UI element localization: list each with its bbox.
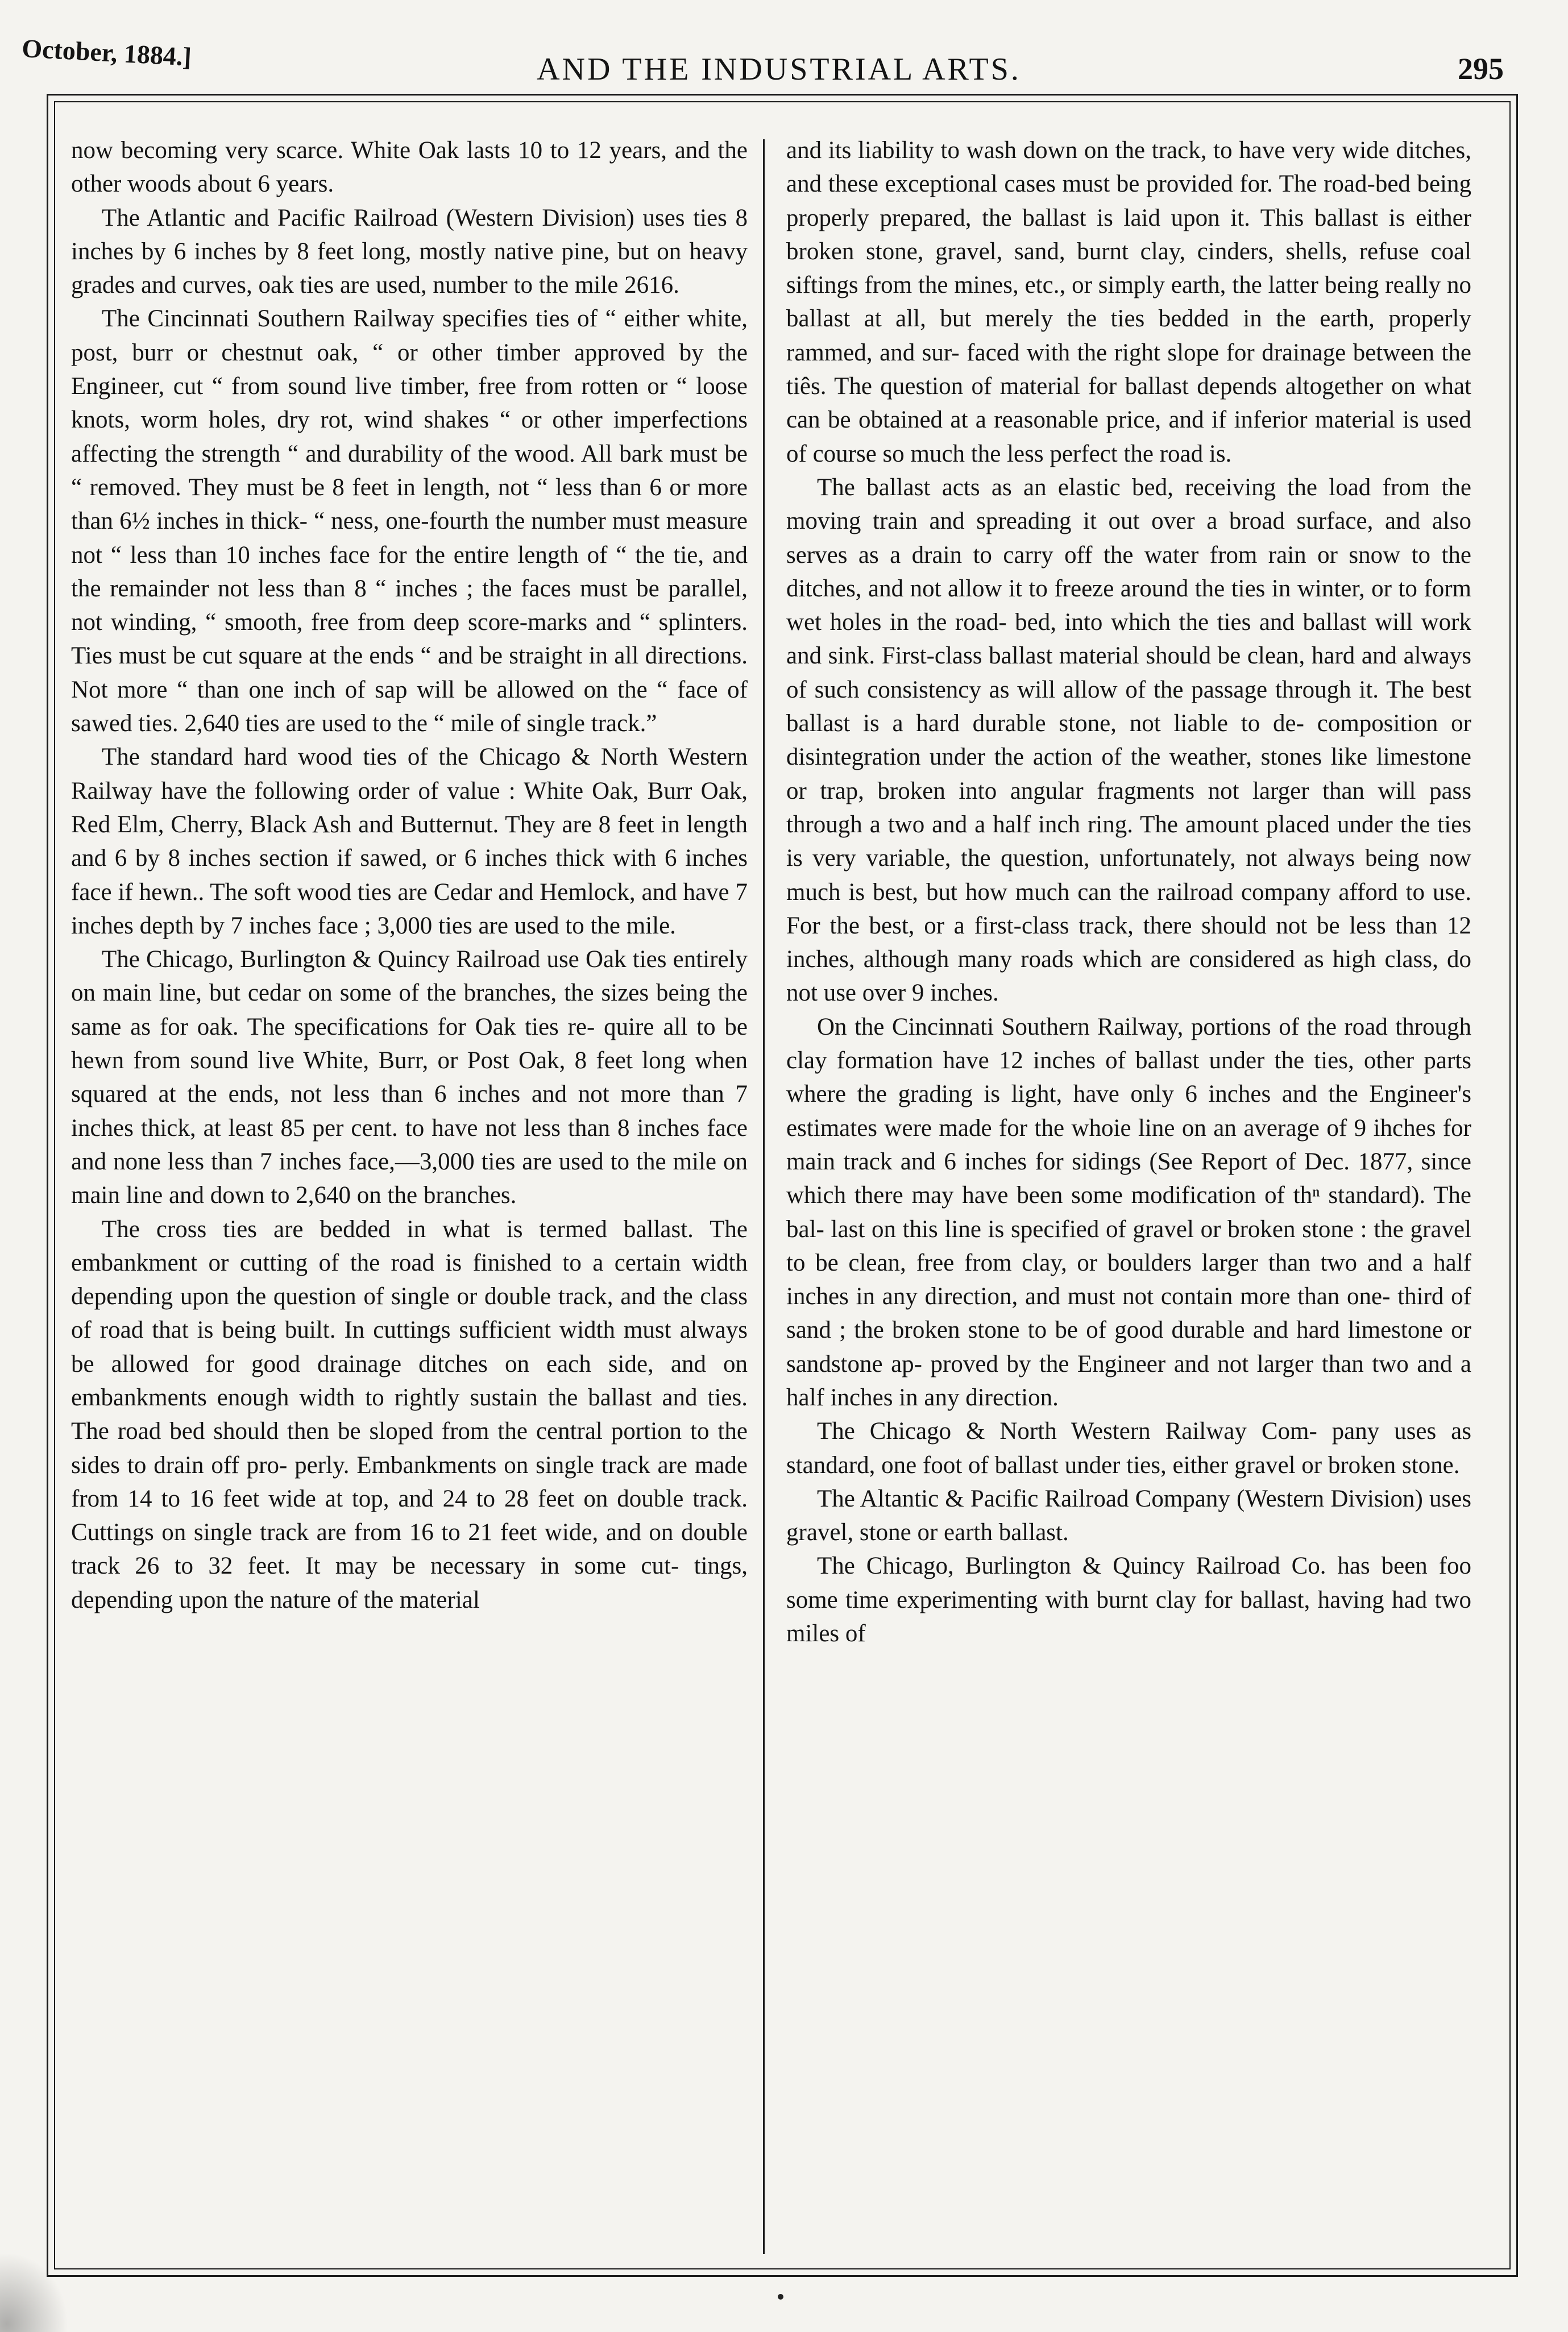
left-column xyxy=(71,134,748,2260)
running-title: AND THE INDUSTRIAL ARTS. xyxy=(537,52,1021,87)
page-number: 295 xyxy=(1458,52,1504,86)
paragraph: On the Cincinnati Southern Railway, portions of the road through clay formation have 12 inches of ballast under the ties, other parts where the grading is light, have only 6 inches and the Engineer's estimates were made for the whoie line on an average of 9 ihches for main track and 6 inches for sidings (See Report of Dec. 1877, since which there may have been some modification of thⁿ standard). The bal- last on this line is specified of gravel or broken stone : the gravel to be clean, free from clay, or boulders larger than two and a half inches in any direction, and must not contain more than one- third of sand ; the broken stone to be of good durable and hard limestone or sandstone ap- proved by the Engineer and not larger than two and a half inches in any direction. xyxy=(786,1013,1471,1411)
paragraph: now becoming very scarce. White Oak lasts 10 to 12 years, and the other woods about 6 years. xyxy=(71,137,748,198)
paragraph: The ballast acts as an elastic bed, receiving the load from the moving train and spreading it out over a broad surface, and also serves as a drain to carry off the water from rain or snow to the ditches, and not allow it to freeze around the ties in winter, or to form wet holes in the road- bed, into which the ties and ballast will work and sink. First-class ballast material should be clean, hard and always of such consistency as will allow of the passage through it. The best ballast is a hard durable stone, not liable to de- composition or disintegration under the action of the weather, stones like limestone or trap, broken into angular fragments not larger than will pass through a two and a half inch ring. The amount placed under the ties is very variable, the question, unfortunately, not always being now much is best, but how much can the railroad company afford to use. For the best, or a first-class track, there should not be less than 12 inches, although many roads which are considered as high class, do not use over 9 inches. xyxy=(786,474,1471,1007)
paragraph: The cross ties are bedded in what is termed ballast. The embankment or cutting of the road is finished to a certain width depending upon the question of single or double track, and the class of road that is being built. In cuttings sufficient width must always be allowed for good drainage ditches on each side, and on embankments enough width to rightly sustain the ballast and ties. The road bed should then be sloped from the central portion to the sides to drain off pro- perly. Embankments on single track are made from 14 to 16 feet wide at top, and 24 to 28 feet on double track. Cuttings on single track are from 16 to 21 feet wide, and on double track 26 to 32 feet. It may be necessary in some cut- tings, depending upon the nature of the material xyxy=(71,1215,748,1613)
paragraph: The Chicago, Burlington & Quincy Railroad Co. has been foo some time experimenting with burnt clay for ballast, having had two miles of xyxy=(786,1553,1471,1648)
corner-stain xyxy=(0,2252,68,2332)
page-header xyxy=(23,23,1535,97)
column-rule xyxy=(763,139,765,2254)
ink-dot xyxy=(778,2294,783,2300)
issue-date: October, 1884.] xyxy=(21,33,193,72)
right-column xyxy=(786,134,1471,2260)
paragraph: The Atlantic and Pacific Railroad (Western Division) uses ties 8 inches by 6 inches by 8 feet long, mostly native pine, but on heavy grades and curves, oak ties are used, number to the mile 2616. xyxy=(71,204,748,299)
paragraph: The Chicago & North Western Railway Com- pany uses as standard, one foot of ballast under ties, either gravel or broken stone. xyxy=(786,1418,1471,1479)
paragraph: The Cincinnati Southern Railway specifies ties of “ either white, post, burr or chestnut oak, “ or other timber approved by the Engineer, cut “ from sound live timber, free from rotten or “ loose knots, worm holes, dry rot, wind shakes “ or other imperfections affecting the strength “ and durability of the wood. All bark must be “ removed. They must be 8 feet in length, not “ less than 6 or more than 6½ inches in thick- “ ness, one-fourth the number must measure not “ less than 10 inches face for the entire length of “ the tie, and the remainder not less than 8 “ inches ; the faces must be parallel, not winding, “ smooth, free from deep score-marks and “ splinters. Ties must be cut square at the ends “ and be straight in all directions. Not more “ than one inch of sap will be allowed on the “ face of sawed ties. 2,640 ties are used to the “ mile of single track.” xyxy=(71,305,748,737)
paragraph: The Altantic & Pacific Railroad Company (Western Division) uses gravel, stone or earth ballast. xyxy=(786,1485,1471,1546)
paragraph: The Chicago, Burlington & Quincy Railroad use Oak ties entirely on main line, but cedar on some of the branches, the sizes being the same as for oak. The specifications for Oak ties re- quire all to be hewn from sound live White, Burr, or Post Oak, 8 feet long when squared at the ends, not less than 6 inches and not more than 7 inches thick, at least 85 per cent. to have not less than 8 inches face and none less than 7 inches face,—3,000 ties are used to the mile on main line and down to 2,640 on the branches. xyxy=(71,946,748,1209)
paragraph: and its liability to wash down on the track, to have very wide ditches, and these exceptional cases must be provided for. The road-bed being properly prepared, the ballast is laid upon it. This ballast is either broken stone, gravel, sand, burnt clay, cinders, shells, refuse coal siftings from the mines, etc., or simply earth, the latter being really no ballast at all, but merely the ties bedded in the earth, properly rammed, and sur- faced with the right slope for drainage between the tiês. The question of material for ballast depends altogether on what can be obtained at a reasonable price, and if inferior material is used of course so much the less perfect the road is. xyxy=(786,137,1471,467)
paragraph: The standard hard wood ties of the Chicago & North Western Railway have the following order of value : White Oak, Burr Oak, Red Elm, Cherry, Black Ash and Butternut. They are 8 feet in length and 6 by 8 inches section if sawed, or 6 inches thick with 6 inches face if hewn.. The soft wood ties are Cedar and Hemlock, and have 7 inches depth by 7 inches face ; 3,000 ties are used to the mile. xyxy=(71,744,748,939)
